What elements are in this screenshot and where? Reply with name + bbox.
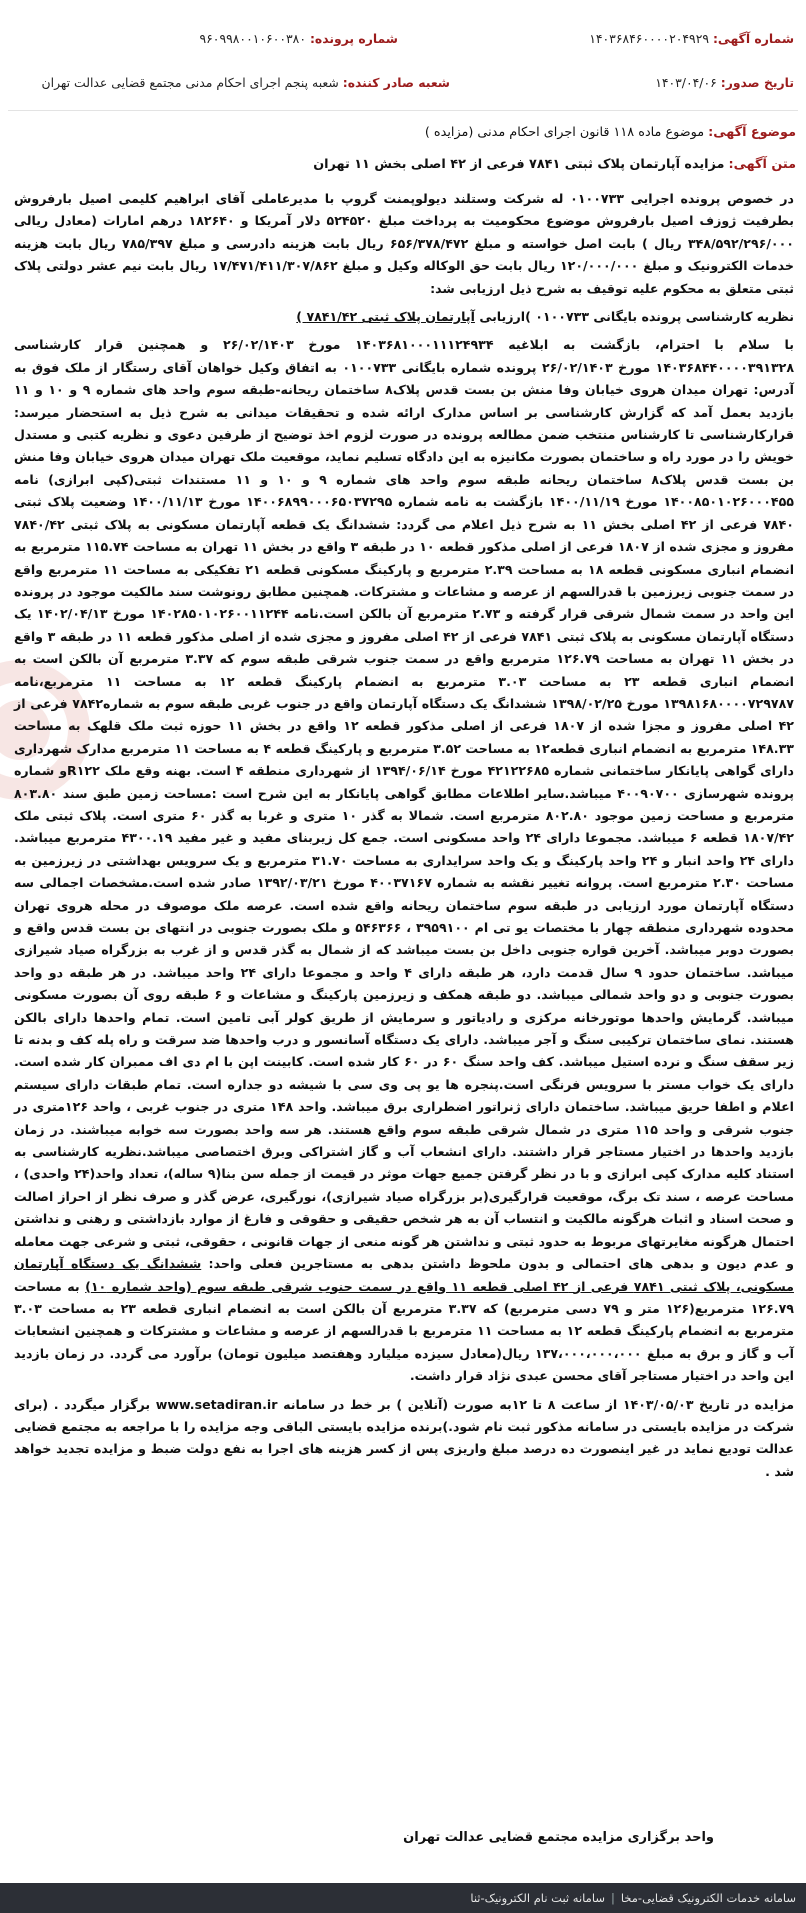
footer-link-sana[interactable]: سامانه ثبت نام الکترونیک-ثنا	[470, 1891, 605, 1905]
notice-body	[14, 188, 794, 1489]
body-paragraph-2-underlined: آپارتمان پلاک ثبتی ۷۸۴۱/۴۲ )	[296, 309, 475, 325]
body-paragraph-4: مزایده در تاریخ ۱۴۰۳/۰۵/۰۳ از ساعت ۸ تا ۱۲به صورت (آنلاین ) بر خط در سامانه www.setadiran.ir برگزار میگردد . (برای شرکت در مزایده بایستی در سامانه مذکور ثبت نام شود.)برنده مزایده بایستی الباقی وجه مزایده را با مراجعه به مجتمع قضایی عدالت تودیع نماید در غیر اینصورت ده درصد مبلغ واریزی پس از کسر هزینه های اجرا به نفع دولت ضبط و مزایده تجدید خواهد شد .	[14, 1396, 794, 1479]
ad-text-label: متن آگهی:	[728, 157, 796, 172]
subject-text: موضوع ماده ۱۱۸ قانون اجرای احکام مدنی (مزایده )	[424, 125, 705, 140]
ad-number-label: شماره آگهی:	[712, 31, 794, 46]
ad-number-value: ۱۴۰۳۶۸۴۶۰۰۰۰۲۰۴۹۲۹	[589, 31, 710, 46]
issuer	[42, 74, 450, 92]
body-paragraph-2-text: نظریه کارشناسی پرونده بایگانی ۰۱۰۰۷۳۳ )ارزیابی	[474, 309, 794, 325]
body-paragraph-1: در خصوص پرونده اجرایی ۰۱۰۰۷۳۳ له شرکت وستلند دیولوپمنت گروپ با مدیرعاملی آقای ابراهیم کلیمی اصیل بارفروش بطرفیت ژوزف اصیل بارفروش موضوع محکومیت به پرداخت مبلغ ۵۲۴۵۲۰ دلار آمریکا و ۱۸۲۶۴۰ درهم امارات (معادل ریالی ۳۴۸/۵۹۲/۲۹۶/۰۰۰ ریال ) بابت اصل خواسته و مبلغ ۶۵۶/۳۷۸/۴۷۲ ریال بابت هزینه دادرسی و مبلغ ۷۸۵/۳۹۷ ریال بابت هزینه خدمات الکترونیک و مبلغ ۱۲۰/۰۰۰/۰۰۰ ریال بابت حق الوکاله وکیل و مبلغ ۱۷/۴۷۱/۴۱۱/۳۰۷/۸۶۲ ریال بابت نیم عشر دولتی پلاک ثبتی متعلق به محکوم علیه توقیف به شرح ذیل ارزیابی شد:	[14, 191, 795, 296]
divider	[8, 110, 798, 111]
footer-bar	[0, 1883, 806, 1913]
body-paragraph-3-text: با سلام با احترام، بازگشت به ابلاغیه ۱۴۰۳۶۸۱۰۰۰۱۱۱۲۴۹۳۴ مورخ ۲۶/۰۲/۱۴۰۳ و همچنین قرار کارشناسی ۱۴۰۳۶۸۴۴۰۰۰۰۳۹۱۳۲۸ مورخ ۲۶/۰۲/۱۴۰۳ پرونده شماره بایگانی ۰۱۰۰۷۳۳ به اتفاق وکیل خواهان آقای رستگار از ملک فوق به آدرس: تهران میدان هروی خیابان وفا منش بن بست قدس پلاک۸ ساختمان ریحانه-طبقه سوم واحد های شماره ۹ و ۱۰ و ۱۱ بازدید بعمل آمد که گزارش کارشناسی بر اساس مدارک ارائه شده و تحقیقات میدانی به شرح ذیل به استحضار میرسد: قرارکارشناسی تا کارشناس منتخب ضمن مطالعه پرونده در صورت لزوم اخذ توضیح از طرفین دعوی و نظریه کتبی و مستدل خویش را در مورد راه و ساختمان بصورت مکانیزه به این دادگاه تسلیم نماید، موقعیت ملک تهران میدان هروی خیابان وفا منش بن بست قدس پلاک۸ ساختمان ریحانه طبقه سوم واحد های شماره ۹ و ۱۰ و ۱۱ مستندات ثبتی(کپی ابرازی) نامه ۱۴۰۰۸۵۰۱۰۲۶۰۰۰۴۵۵ مورخ ۱۴۰۰/۱۱/۱۹ بازگشت به نامه شماره ۱۴۰۰۶۸۹۹۰۰۰۶۵۰۳۷۲۹۵ مورخ ۱۴۰۰/۱۱/۱۳ وضعیت پلاک ثبتی ۷۸۴۰ فرعی از ۴۲ اصلی بخش ۱۱ به شرح ذیل اعلام می گردد: ششدانگ یک قطعه آپارتمان مسکونی به پلاک ثبتی ۷۸۴۰/۴۲ مفروز و مجزی شده از ۱۸۰۷ فرعی از اصلی مذکور قطعه ۱۰ در طبقه ۳ واقع در بخش ۱۱ تهران به مساحت ۱۱۵.۷۴ مترمربع به انضمام انباری مسکونی قطعه ۱۸ به مساحت ۲.۳۹ مترمربع و پارکینگ مسکونی قطعه ۲۱ تفکیکی به مساحت ۱۱ مترمربع واقع در سمت جنوبی زیرزمین با قدرالسهم از عرصه و مشاعات و مشترکات. همچنین مطابق رونوشت سند مالکیت موجود در پرونده این واحد در سمت شمال شرقی قرار گرفته و ۲.۷۳ مترمربع آن بالکن است.نامه ۱۴۰۲۸۵۰۱۰۲۶۰۰۱۱۲۴۴ مورخ ۱۴۰۲/۰۴/۱۳ یک دستگاه آپارتمان مسکونی به پلاک ثبتی ۷۸۴۱ فرعی از ۴۲ اصلی مفروز و مجزی شده از اصلی مذکور قطعه ۱۱ در طبقه ۳ واقع در بخش ۱۱ تهران به مساحت ۱۲۶.۷۹ مترمربع واقع در سمت جنوب شرقی طبقه سوم که ۳.۳۷ مترمربع آن بالکن است به انضمام انباری قطعه ۲۳ به مساحت ۳.۰۳ مترمربع به انضمام پارکینگ قطعه ۱۲ به مساحت ۱۱ مترمربع،نامه ۱۳۹۸۱۶۸۰۰۰۰۷۲۹۷۸۷ مورخ ۱۳۹۸/۰۲/۲۵ ششدانگ یک دستگاه آپارتمان واقع در جنوب غربی طبقه سوم به شماره۷۸۴۲ فرعی از ۴۲ اصلی مفروز و مجزا شده از ۱۸۰۷ فرعی از اصلی مذکور قطعه ۱۲ واقع در بخش ۱۱ حوزه ثبت ملک قلهک به مساحت ۱۴۸.۳۳ مترمربع به انضمام انباری قطعه۱۲ به مساحت ۳.۵۲ مترمربع و پارکینگ قطعه ۴ به مساحت ۱۱ مترمربع مدارک شهرداری دارای گواهی پایانکار ساختمانی شماره ۴۲۱۲۲۶۸۵ مورخ ۱۳۹۴/۰۶/۱۴ از شهرداری منطقه ۴ است. بهنه وقع ملک R۱۲۲و شماره پرونده شهرسازی ۴۰۰۹۰۷۰۰ میباشد.سایر اطلاعات مطابق گواهی پایانکار به این شرح است :مساحت زمین طبق سند ۸۰۳.۸۰ مترمربع و مساحت زمین موجود ۸۰۲.۸۰ مترمربع است. شمالا به گذر ۱۰ متری و غربا به گذر ۶۰ متری است. پلاک ثبتی ملک ۱۸۰۷/۴۲ قطعه ۶ میباشد. مجموعا دارای ۲۴ واحد مسکونی است. جمع کل زیربنای مفید و غیر مفید ۴۳۰۰.۱۹ مترمربع میباشد. دارای ۲۴ واحد انبار و ۲۴ واحد پارکینگ و یک واحد سرایداری به مساحت ۳۱.۷۰ مترمربع و یک سرویس بهداشتی در زیرزمین به مساحت ۲.۳۰ مترمربع است. پروانه تغییر نقشه به شماره ۴۰۰۳۷۱۶۷ مورخ ۱۳۹۲/۰۳/۲۱ صادر شده است.مشخصات اجمالی سه دستگاه آپارتمان مورد ارزیابی در طبقه سوم ساختمان ریحانه واقع شده است. عرصه ملک موصوف در محله هروی تهران محدوده شهرداری منطقه چهار با مختصات یو تی ام ۳۹۵۹۱۰۰ ، ۵۴۶۳۶۶ و ملک بصورت جنوبی در انتهای بن بست قدس واقع و بصورت دوبر میباشد. آخرین قواره جنوبی داخل بن بست میباشد که از شمال به گذر قدس و از غرب به بزرگراه صیاد شیرازی میباشد. ساختمان حدود ۹ سال قدمت دارد، هر طبقه دارای ۴ واحد و مجموعا دارای ۲۴ واحد میباشد. در هر طبقه دو واحد بصورت جنوبی و دو واحد شمالی میباشد. دو طبقه همکف و زیرزمین پارکینگ و مشاعات و ۶ طبقه روی آن بصورت مسکونی میباشد. گرمایش واحدها موتورخانه مرکزی و رادیاتور و سرمایش از طریق کولر آبی تامین است. تمام واحدها دارای بالکن هستند. نمای ساختمان ترکیبی سنگ و آجر میباشد. دارای یک دستگاه آسانسور و درب واحدها ضد سرقت و راه پله کف و بدنه تا زیر سقف سنگ و نرده استیل میباشد. کف واحد سنگ ۶۰ در ۶۰ کار شده است. کابینت اپن با ام دی اف ممبران کار شده است. دارای یک خواب مستر با سرویس فرنگی است.پنجره ها یو پی وی سی با شیشه دو جداره است. تمام طبقات دارای سیستم اعلام و اطفا حریق میباشد. ساختمان دارای ژنراتور اضطراری برق میباشد. واحد ۱۴۸ متری در جنوب غربی ، واحد ۱۲۶متری در جنوب شرقی و واحد ۱۱۵ متری در شمال شرقی طبقه سوم واقع هستند. هر سه واحد بصورت سه خوابه میباشند. در زمان بازدید واحدها در اختیار مستاجر قرار داشتند. دارای انشعاب آب و گاز اشتراکی وبرق اختصاصی میباشد.نظریه کارشناسی به استناد کلیه مدارک کپی ابرازی و با در نظر گرفتن جمیع جهات موثر در قیمت از جمله سن بنا(۹ ساله)، تعداد واحد(۲۴ واحدی) ، مساحت عرصه ، سند تک برگ، موقعیت قرارگیری(بر بزرگراه صیاد شیرازی)، نورگیری، عرض گذر و صرف نظر از احراز اصالت و صحت اسناد و اثبات هرگونه مالکیت و انتساب آن به هر شخص حقیقی و حقوقی و فارغ از موارد بازداشتی و رهنی و نداشتن احتمال هرگونه مغایرتهای مربوط به حدود ثبتی و نداشتن هر گونه منعی از جهات قانونی ، حقوقی، ثبتی و شرعی جهت معامله و عدم دیون و بدهی های احتمالی و بدون ملحوظ داشتن بدهی به مستاجرین فعلی واحد:	[14, 337, 795, 1272]
case-number	[200, 30, 399, 48]
ad-text-title: مزایده آپارتمان پلاک ثبتی ۷۸۴۱ فرعی از ۴۲ اصلی بخش ۱۱ تهران	[313, 157, 725, 172]
issuer-value: شعبه پنجم اجرای احکام مدنی مجتمع قضایی عدالت تهران	[41, 75, 339, 90]
case-number-label: شماره پرونده:	[309, 31, 398, 46]
subject-label: موضوع آگهی:	[708, 125, 796, 140]
ad-text	[14, 156, 796, 174]
subject	[14, 124, 796, 142]
issue-date-label: تاریخ صدور:	[720, 75, 794, 90]
signature: واحد برگزاری مزایده مجتمع قضایی عدالت تهران	[403, 1830, 714, 1845]
body-paragraph-3-underlined: ششدانگ یک دستگاه آپارتمان مسکونی، پلاک ثبتی ۷۸۴۱ فرعی از ۴۲ اصلی قطعه ۱۱ واقع در سمت جنوب شرقی طبقه سوم (واحد شماره ۱۰)	[14, 1256, 794, 1294]
issue-date-value: ۱۴۰۳/۰۴/۰۶	[655, 75, 717, 90]
ad-number	[589, 30, 794, 48]
issue-date	[655, 74, 794, 92]
footer-separator: |	[610, 1891, 615, 1905]
body-paragraph-3	[14, 334, 794, 1387]
issuer-label: شعبه صادر کننده:	[342, 75, 450, 90]
case-number-value: ۹۶۰۹۹۸۰۰۱۰۶۰۰۳۸۰	[199, 31, 306, 46]
footer-link-mokha[interactable]: سامانه خدمات الکترونیک قضایی-مخا	[620, 1891, 796, 1905]
body-paragraph-2	[14, 306, 794, 328]
body-paragraph-3-end: به مساحت ۱۲۶.۷۹ مترمربع(۱۲۶ متر و ۷۹ دسی مترمربع) که ۳.۳۷ مترمربع آن بالکن است به انضمام انباری قطعه ۲۳ به مساحت ۳.۰۳ مترمربع به انضمام پارکینگ قطعه ۱۲ به مساحت ۱۱ مترمربع با قدرالسهم از عرصه و مشاعات و مشترکات و همچنین انشعابات آب و گاز و برق به مبلغ ۱۳۷،۰۰۰،۰۰۰،۰۰۰ ریال(معادل سیزده میلیارد وهفتصد میلیون تومان) برآورد می گردد. در زمان بازدید این واحد در اختیار مستاجر آقای محسن عبدی نژاد قرار داشت.	[14, 1278, 794, 1384]
